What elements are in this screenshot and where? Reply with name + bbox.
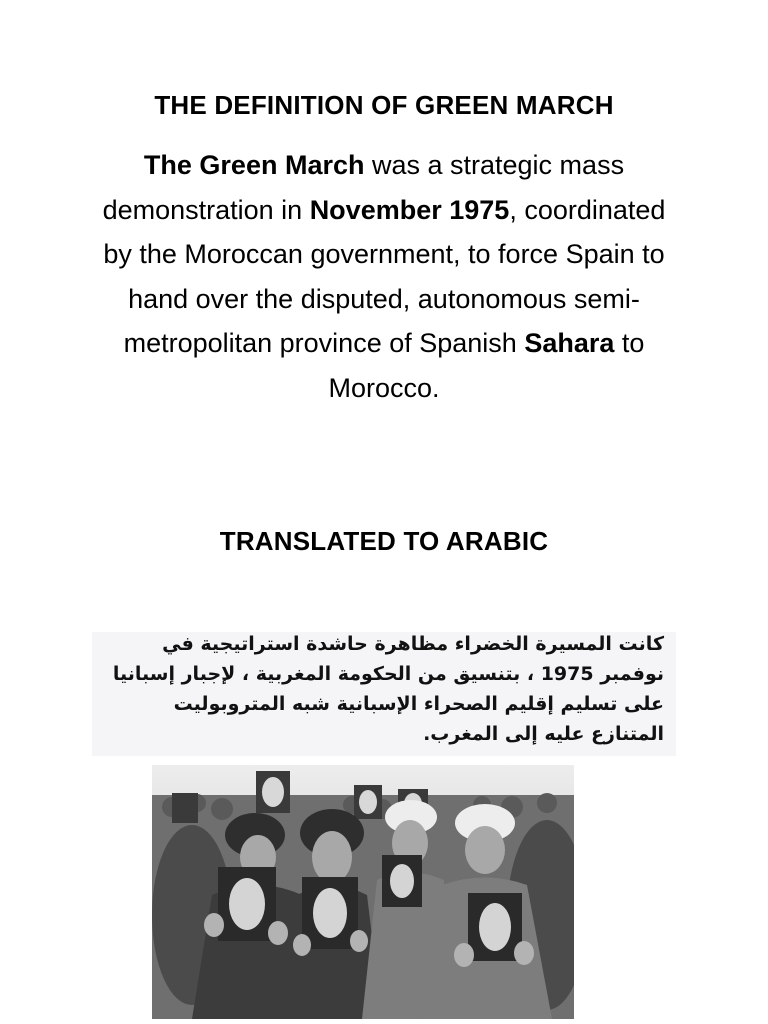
definition-region: Sahara (524, 328, 615, 359)
green-march-photo (152, 765, 574, 1019)
definition-text-1: was a strategic mass demonstration in (102, 150, 625, 225)
arabic-translation: كانت المسيرة الخضراء مظاهرة حاشدة استراتيجية في نوفمبر 1975 ، بتنسيق من الحكومة المغربية ، لإجبار إسبانيا على تسليم إقليم الصحراء الإسبانية شبه المتروبوليت المتنازع عليه إلى المغرب. (112, 633, 664, 745)
definition-text-3: to Morocco. (328, 328, 645, 403)
photo-illustration (152, 765, 574, 1019)
page-title: THE DEFINITION OF GREEN MARCH (154, 90, 614, 120)
definition-text-2: , coordinated by the Moroccan government, to force Spain to hand over the disputed, autonomous semi-metropolitan province of Spanish (103, 194, 666, 359)
definition-paragraph (90, 143, 678, 411)
term-green-march: The Green March (143, 150, 365, 180)
translation-heading: TRANSLATED TO ARABIC (219, 526, 549, 556)
definition-date: November 1975 (309, 194, 510, 225)
